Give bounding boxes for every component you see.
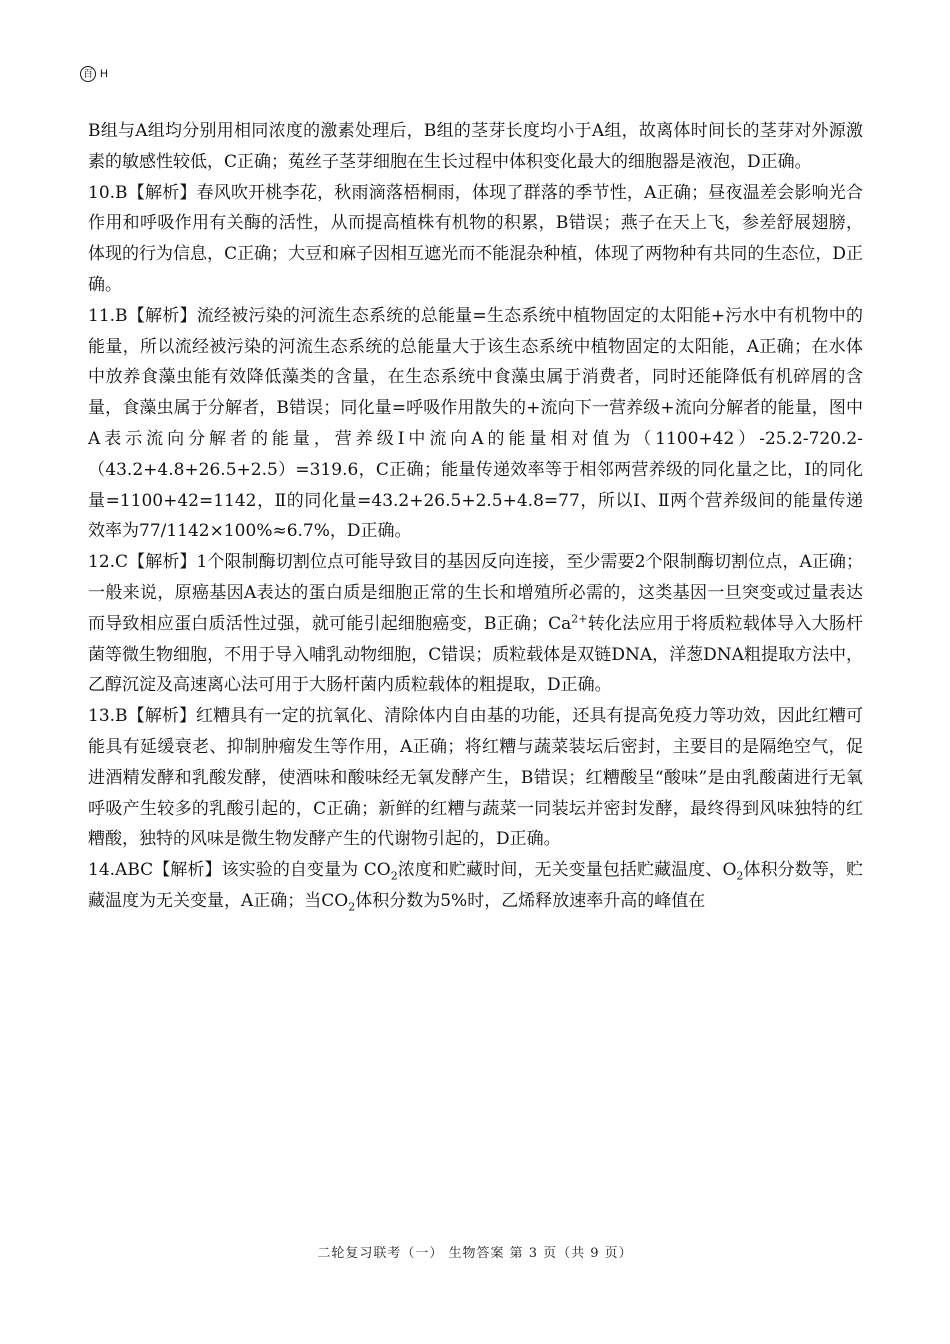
paragraph-13: 13.B【解析】红糟具有一定的抗氧化、清除体内自由基的功能，还具有提高免疫力等功效，因此红糟可能具有延缓衰老、抑制肿瘤发生等作用，A正确；将红糟与蔬菜装坛后密封，主要目的是隔绝空气，促进酒精发酵和乳酸发酵，使酒味和酸味经无氧发酵产生，B错误；红糟酸呈“酸味”是由乳酸菌进行无氧呼吸产生较多的乳酸引起的，C正确；新鲜的红糟与蔬菜一同装坛并密封发酵，最终得到风味独特的红糟酸，独特的风味是微生物发酵产生的代谢物引起的，D正确。 bbox=[88, 706, 863, 850]
p12-text-after: 转化法应用于将质粒载体导入大肠杆菌等微生物细胞，不用于导入哺乳动物细胞，C错误；质粒载体是双链DNA，洋葱DNA粗提取方法中，乙醇沉淀及高速离心法可用于大肠杆菌内质粒载体的粗提取，D正确。 bbox=[88, 613, 863, 696]
p12-superscript: 2+ bbox=[571, 612, 588, 626]
paragraph-12 bbox=[88, 547, 863, 701]
p14-sub3: 2 bbox=[348, 900, 356, 914]
p12-text-before: 12.C【解析】1个限制酶切割位点可能导致目的基因反向连接，至少需要2个限制酶切割位点，A正确；一般来说，原癌基因A表达的蛋白质是细胞正常的生长和增殖所必需的，这类基因一旦突变或过量表达而导致相应蛋白质活性过强，就可能引起细胞癌变，B正确；Ca bbox=[88, 552, 863, 634]
p14-seg4: 体积分数为5%时，乙烯释放速率升高的峰值在 bbox=[355, 890, 706, 911]
p14-sub1: 2 bbox=[390, 869, 398, 883]
p14-seg3: 体积分数等，贮藏温度为无关变量，A正确；当CO bbox=[88, 860, 864, 911]
answer-content bbox=[88, 116, 863, 917]
p14-seg1: 14.ABC【解析】该实验的自变量为 CO bbox=[88, 860, 391, 881]
paragraph-11: 11.B【解析】流经被污染的河流生态系统的总能量=生态系统中植物固定的太阳能+污水中有机物中的能量，所以流经被污染的河流生态系统的总能量大于该生态系统中植物固定的太阳能，A正确；在水体中放养食藻虫能有效降低藻类的含量，在生态系统中食藻虫属于消费者，同时还能降低有机碎屑的含量，食藻虫属于分解者，B错误；同化量=呼吸作用散失的+流向下一营养级+流向分解者的能量，图中A表示流向分解者的能量，营养级Ⅰ中流向A的能量相对值为（1100+42）-25.2-720.2-（43.2+4.8+26.5+2.5）=319.6，C正确；能量传递效率等于相邻两营养级的同化量之比，Ⅰ的同化量=1100+42=1142，Ⅱ的同化量=43.2+26.5+2.5+4.8=77，所以Ⅰ、Ⅱ两个营养级间的能量传递效率为77/1142×100%≈6.7%，D正确。 bbox=[88, 305, 863, 542]
p14-seg2: 浓度和贮藏时间，无关变量包括贮藏温度、O bbox=[397, 860, 737, 881]
paragraph-9-continued: B组与A组均分别用相同浓度的激素处理后，B组的茎芽长度均小于A组，故离体时间长的茎芽对外源激素的敏感性较低，C正确；菟丝子茎芽细胞在生长过程中体积变化最大的细胞器是液泡，D正确。 bbox=[88, 121, 863, 172]
logo-circle-icon: 百 bbox=[80, 66, 96, 82]
paragraph-14 bbox=[88, 855, 863, 917]
logo-letter: H bbox=[100, 68, 108, 80]
paragraph-10: 10.B【解析】春风吹开桃李花，秋雨滴落梧桐雨，体现了群落的季节性，A正确；昼夜温差会影响光合作用和呼吸作用有关酶的活性，从而提高植株有机物的积累，B错误；燕子在天上飞，参差舒展翅膀，体现的行为信息，C正确；大豆和麻子因相互遮光而不能混杂种植，体现了两物种有共同的生态位，D正确。 bbox=[88, 182, 863, 295]
page-footer: 二轮复习联考（一） 生物答案 第 3 页（共 9 页） bbox=[317, 1246, 633, 1261]
p14-sub2: 2 bbox=[736, 869, 744, 883]
publisher-logo bbox=[80, 66, 108, 82]
